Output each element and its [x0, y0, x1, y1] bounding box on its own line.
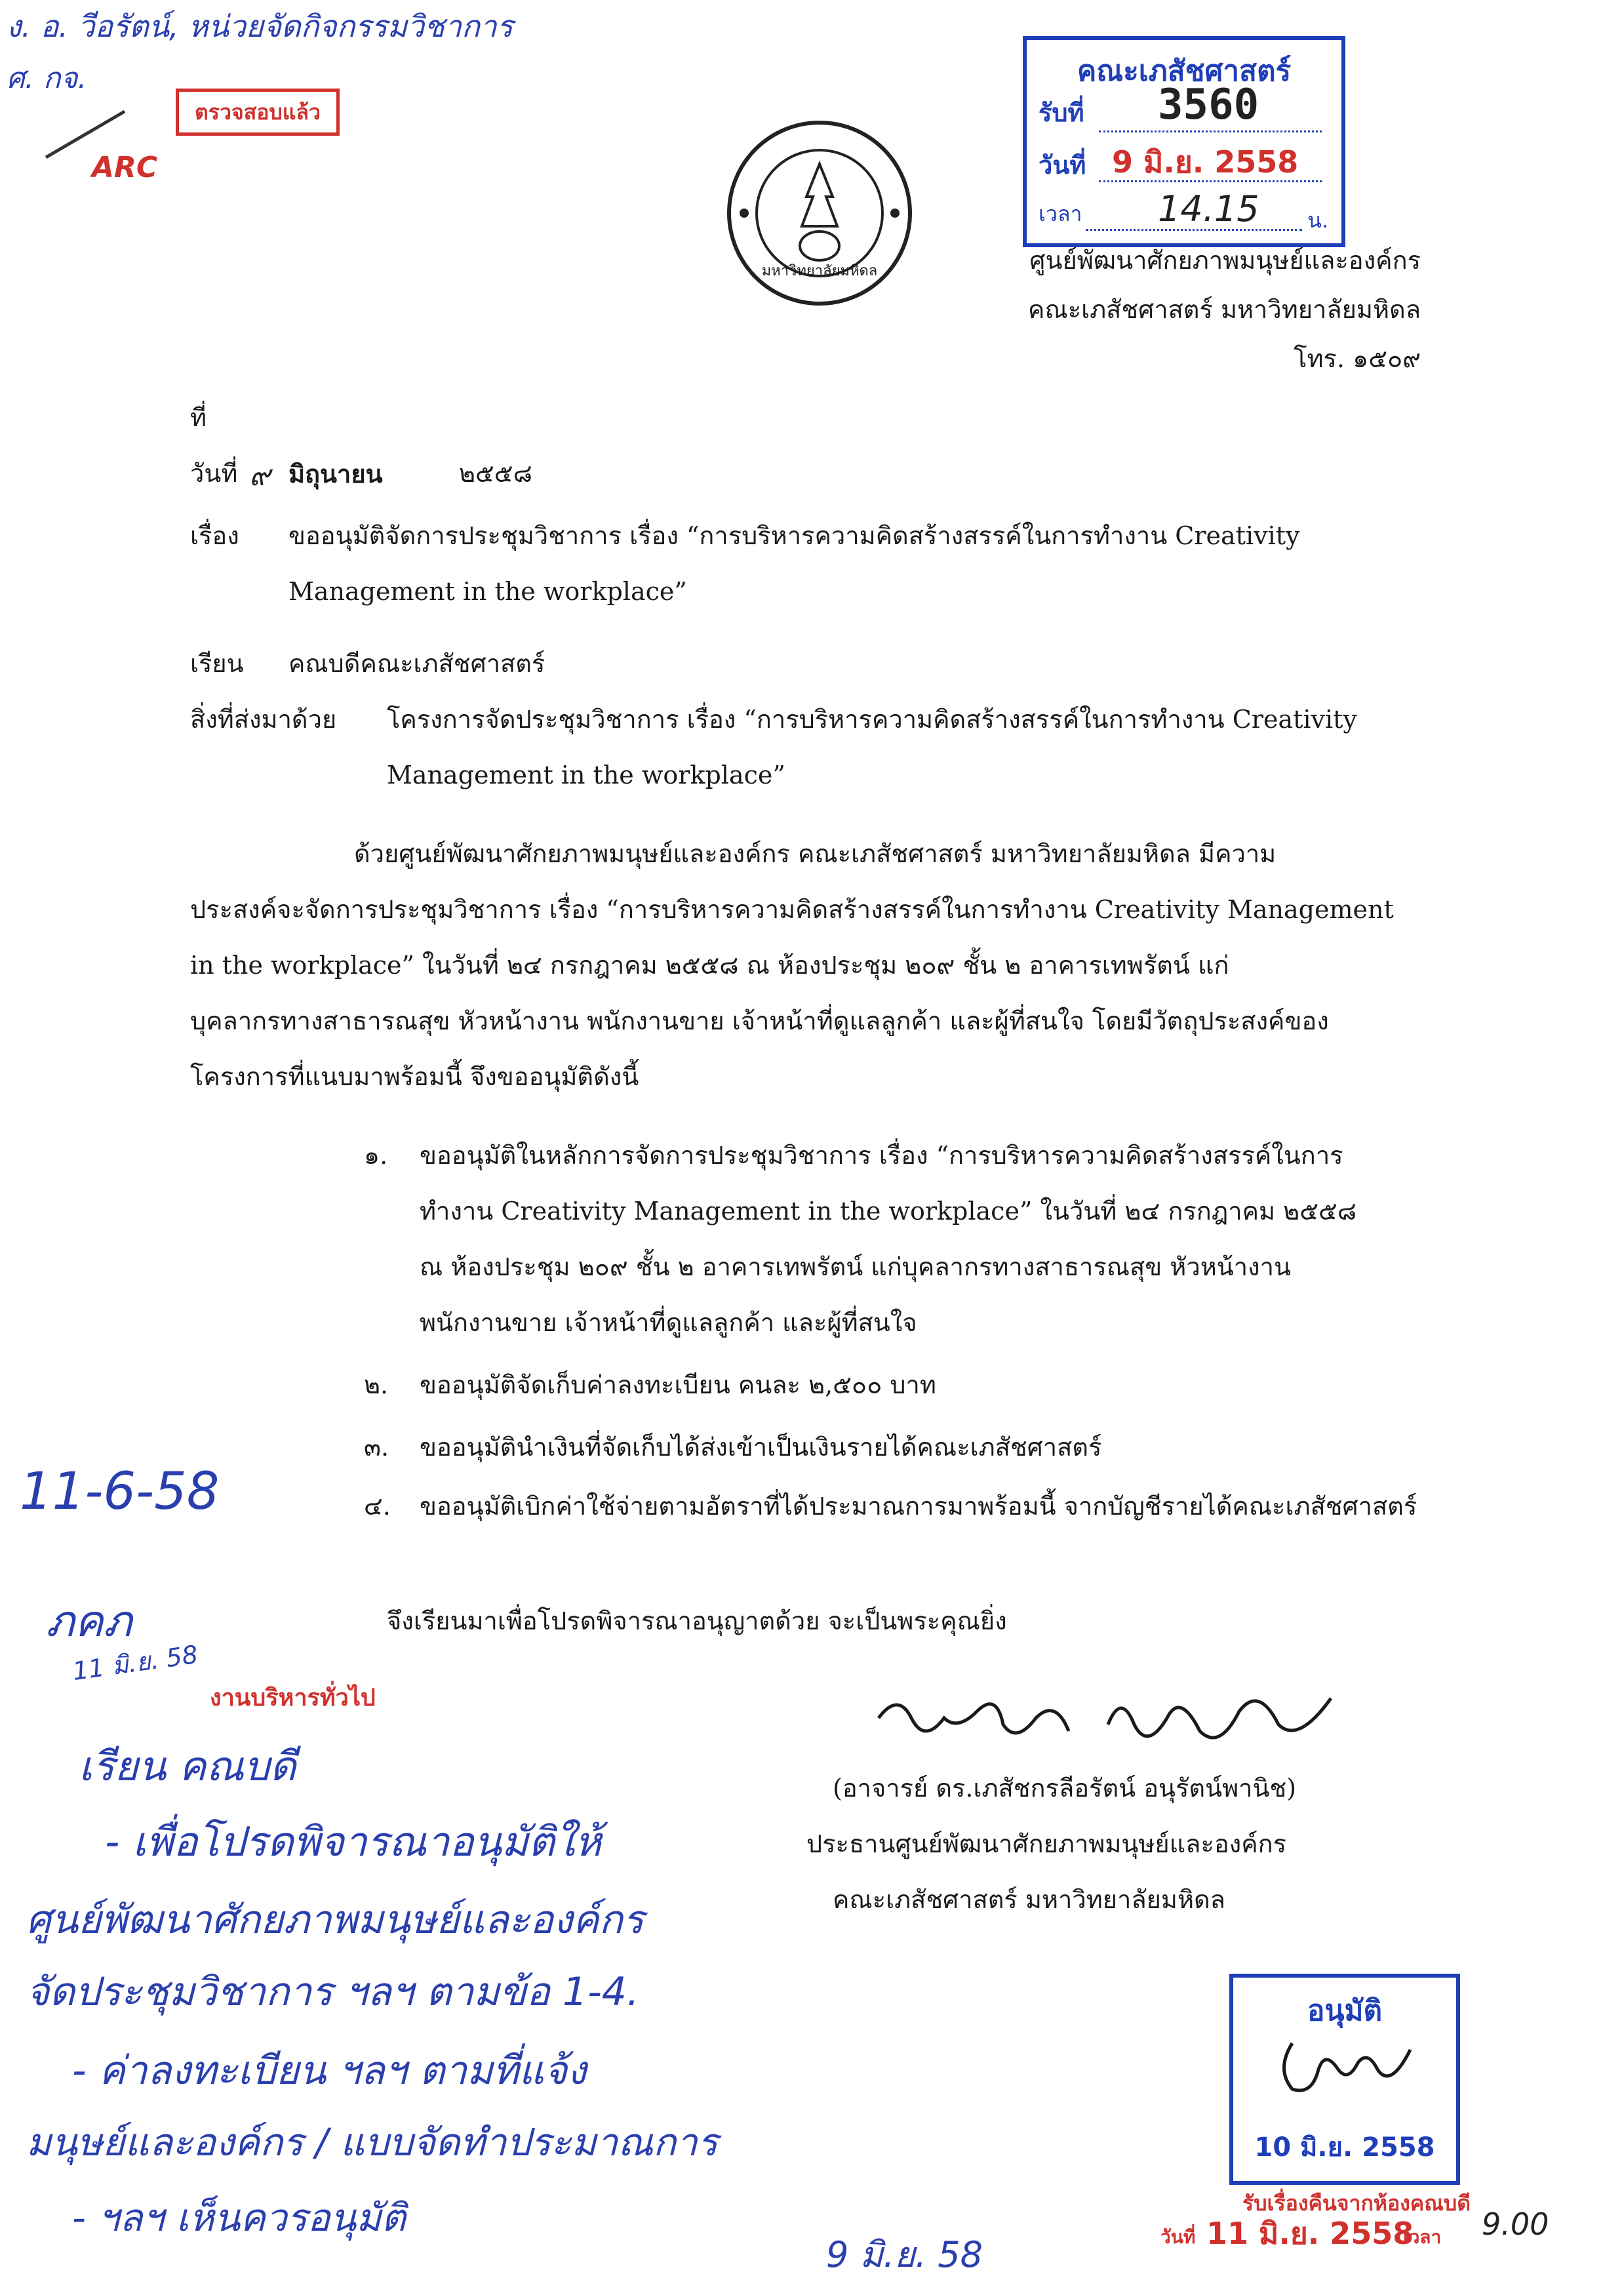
date-day: ๙ — [249, 459, 271, 492]
signer-position: ประธานศูนย์พัฒนาศักยภาพมนุษย์และองค์กร — [806, 1829, 1287, 1858]
handwritten-note-line: มนุษย์และองค์กร / แบบจัดทำประมาณการ — [26, 2120, 718, 2165]
item-number: ๓. — [364, 1433, 389, 1462]
enclosure-line2: Management in the workplace” — [387, 761, 785, 789]
arc-red-mark: ARC — [92, 151, 158, 184]
item-line: ขออนุมัติในหลักการจัดการประชุมวิชาการ เรื่อง “การบริหารความคิดสร้างสรรค์ในการ — [420, 1141, 1343, 1170]
handwritten-routing-line: ง. อ. วีอรัตน์, หน่วยจัดกิจกรรมวิชาการ — [7, 9, 513, 44]
handwritten-note-line: จัดประชุมวิชาการ ฯลฯ ตามข้อ 1-4. — [26, 1969, 639, 2015]
enclosure-label: สิ่งที่ส่งมาด้วย — [190, 705, 337, 734]
approval-title: อนุมัติ — [1307, 1994, 1383, 2027]
handwritten-note-line: - ฯลฯ เห็นควรอนุมัติ — [72, 2195, 406, 2240]
receipt-date-label: วันที่ — [1039, 151, 1086, 180]
subject-label: เรื่อง — [190, 521, 239, 550]
dept-stamp: งานบริหารทั่วไป — [210, 1685, 376, 1711]
date-label: วันที่ — [190, 459, 238, 488]
date-year: ๒๕๕๘ — [459, 459, 532, 488]
item-line: ณ ห้องประชุม ๒๐๙ ชั้น ๒ อาคารเทพรัตน์ แก่บุคลากรทางสาธารณสุข หัวหน้างาน — [420, 1252, 1291, 1281]
signature-mark — [872, 1679, 1344, 1764]
body-line: ประสงค์จะจัดการประชุมวิชาการ เรื่อง “การบริหารความคิดสร้างสรรค์ในการทำงาน Creativity Management — [190, 895, 1394, 924]
handwritten-initial: ภคภ — [46, 1596, 132, 1646]
subject-line1: ขออนุมัติจัดการประชุมวิชาการ เรื่อง “การบริหารความคิดสร้างสรรค์ในการทำงาน Creativity — [288, 521, 1300, 550]
item-number: ๑. — [364, 1141, 388, 1170]
handwritten-date3: 9 มิ.ย. 58 — [826, 2234, 983, 2275]
returned-stamp-label: รับเรื่องคืนจากห้องคณบดี — [1242, 2191, 1471, 2216]
returned-time-label: เวลา — [1403, 2226, 1442, 2248]
closing-line: จึงเรียนมาเพื่อโปรดพิจารณาอนุญาตด้วย จะเป็นพระคุณยิ่ง — [387, 1606, 1007, 1635]
item-line: พนักงานขาย เจ้าหน้าที่ดูแลลูกค้า และผู้ที่สนใจ — [420, 1308, 917, 1337]
approval-signature-mark — [1273, 2030, 1423, 2102]
item-line: ทำงาน Creativity Management in the workplace” ในวันที่ ๒๔ กรกฎาคม ๒๕๕๘ — [420, 1197, 1357, 1226]
signer-faculty-line: คณะเภสัชศาสตร์ มหาวิทยาลัยมหิดล — [833, 1885, 1225, 1914]
date-month: มิถุนายน — [288, 459, 383, 489]
handwritten-date1: 11-6-58 — [20, 1462, 220, 1521]
handwritten-note-line: - ค่าลงทะเบียน ฯลฯ ตามที่แจ้ง — [72, 2048, 587, 2094]
receipt-date-value: 9 มิ.ย. 2558 — [1112, 144, 1299, 180]
enclosure-line1: โครงการจัดประชุมวิชาการ เรื่อง “การบริหารความคิดสร้างสรรค์ในการทำงาน Creativity — [387, 705, 1357, 734]
handwritten-note-line: - เพื่อโปรดพิจารณาอนุมัติให้ — [105, 1818, 602, 1866]
ref-label: ที่ — [190, 403, 207, 432]
item-line: ขออนุมัติจัดเก็บค่าลงทะเบียน คนละ ๒,๕๐๐ บาท — [420, 1370, 936, 1399]
header-faculty: คณะเภสัชศาสตร์ มหาวิทยาลัยมหิดล — [1028, 295, 1421, 324]
header-org: ศูนย์พัฒนาศักยภาพมนุษย์และองค์กร — [1029, 246, 1421, 275]
handwritten-date2: 11 มิ.ย. 58 — [70, 1639, 200, 1686]
handwritten-dept-code: ศ. กจ. — [7, 62, 87, 95]
item-line: ขออนุมัติเบิกค่าใช้จ่ายตามอัตราที่ได้ประมาณการมาพร้อมนี้ จากบัญชีรายได้คณะเภสัชศาสตร์ — [420, 1492, 1417, 1521]
checked-stamp: ตรวจสอบแล้ว — [176, 89, 340, 136]
handwritten-addressee: เรียน คณบดี — [79, 1742, 296, 1790]
receipt-stamp-faculty: คณะเภสัชศาสตร์ — [1077, 54, 1292, 88]
seal-text: มหาวิทยาลัยมหิดล — [761, 263, 878, 279]
returned-date: 11 มิ.ย. 2558 — [1206, 2216, 1414, 2251]
receipt-stamp — [1023, 36, 1345, 247]
handwritten-note-line: ศูนย์พัฒนาศักยภาพมนุษย์และองค์กร — [26, 1897, 644, 1943]
body-line: in the workplace” ในวันที่ ๒๔ กรกฎาคม ๒๕๕๘ ณ ห้องประชุม ๒๐๙ ชั้น ๒ อาคารเทพรัตน์ แก่ — [190, 951, 1229, 980]
body-line: บุคลากรทางสาธารณสุข หัวหน้างาน พนักงานขาย เจ้าหน้าที่ดูแลลูกค้า และผู้ที่สนใจ โดยมีวัตถุประสงค์ของ — [190, 1007, 1329, 1035]
item-number: ๔. — [364, 1492, 391, 1521]
approval-stamp — [1229, 1974, 1460, 2185]
returned-date-label: วันที่ — [1160, 2226, 1196, 2248]
body-line: ด้วยศูนย์พัฒนาศักยภาพมนุษย์และองค์กร คณะเภสัชศาสตร์ มหาวิทยาลัยมหิดล มีความ — [354, 839, 1277, 868]
approval-date: 10 มิ.ย. 2558 — [1254, 2132, 1435, 2163]
body-line: โครงการที่แนบมาพร้อมนี้ จึงขออนุมัติดังนี้ — [190, 1062, 639, 1091]
header-phone: โทร. ๑๕๐๙ — [1294, 344, 1421, 373]
receipt-no-value: 3560 — [1158, 81, 1259, 129]
receipt-no-label: รับที่ — [1039, 98, 1084, 127]
to-value: คณบดีคณะเภสัชศาสตร์ — [288, 649, 545, 678]
item-line: ขออนุมัตินำเงินที่จัดเก็บได้ส่งเข้าเป็นเงินรายได้คณะเภสัชศาสตร์ — [420, 1433, 1102, 1462]
item-number: ๒. — [364, 1370, 389, 1399]
subject-line2: Management in the workplace” — [288, 577, 687, 606]
to-label: เรียน — [190, 649, 244, 678]
receipt-time-suffix: น. — [1307, 208, 1329, 233]
receipt-time-value: 14.15 — [1158, 188, 1259, 230]
signer-name: (อาจารย์ ดร.เภสัชกรลีอรัตน์ อนุรัตน์พานิช) — [833, 1774, 1297, 1803]
receipt-time-label: เวลา — [1039, 201, 1082, 226]
returned-time: 9.00 — [1482, 2206, 1549, 2242]
